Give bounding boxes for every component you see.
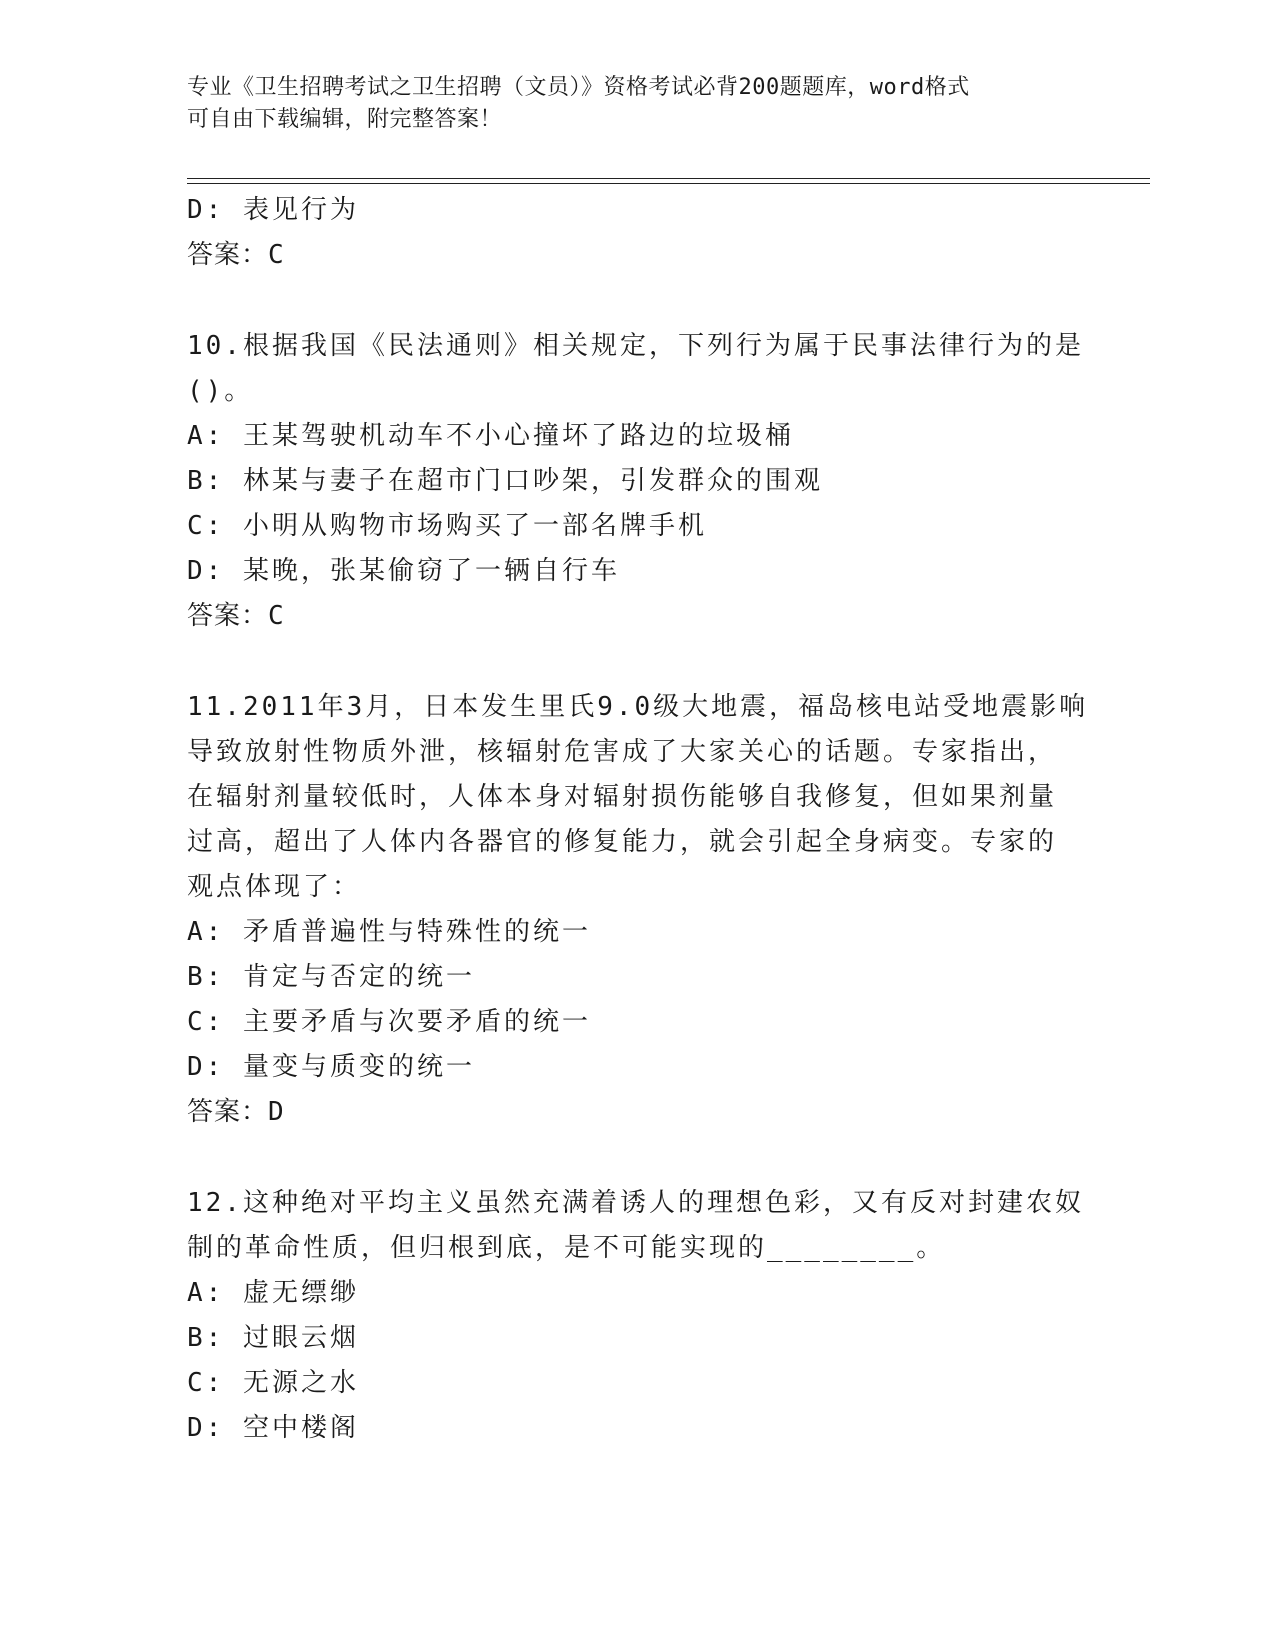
q11-answer: 答案：D xyxy=(187,1097,285,1127)
q12-option-a: A: 虚无缥缈 xyxy=(187,1278,359,1308)
q11-stem-line-3: 在辐射剂量较低时，人体本身对辐射损伤能够自我修复，但如果剂量 xyxy=(187,782,1058,812)
document-header xyxy=(187,72,1067,136)
header-rule-bottom xyxy=(187,183,1150,184)
q9-answer: 答案：C xyxy=(187,240,285,270)
question-content xyxy=(187,188,1087,1451)
q10-option-b: B: 林某与妻子在超市门口吵架，引发群众的围观 xyxy=(187,466,823,496)
q11-stem-line-4: 过高，超出了人体内各器官的修复能力，就会引起全身病变。专家的 xyxy=(187,827,1058,857)
header-rule-top xyxy=(187,178,1150,179)
spacer xyxy=(187,639,1087,685)
q12-option-c: C: 无源之水 xyxy=(187,1368,359,1398)
q11-stem-line-5: 观点体现了： xyxy=(187,872,362,902)
q10-option-c: C: 小明从购物市场购买了一部名牌手机 xyxy=(187,511,707,541)
question-12 xyxy=(187,1181,1087,1451)
q12-stem-line-1: 12.这种绝对平均主义虽然充满着诱人的理想色彩，又有反对封建农奴 xyxy=(187,1188,1084,1218)
q10-answer: 答案：C xyxy=(187,601,285,631)
question-9-tail xyxy=(187,188,1087,278)
q10-stem-line-2: ()。 xyxy=(187,376,254,406)
q11-option-c: C: 主要矛盾与次要矛盾的统一 xyxy=(187,1007,591,1037)
q11-option-d: D: 量变与质变的统一 xyxy=(187,1052,475,1082)
q11-option-a: A: 矛盾普遍性与特殊性的统一 xyxy=(187,917,591,947)
q12-stem-line-2: 制的革命性质，但归根到底，是不可能实现的________。 xyxy=(187,1233,946,1263)
header-line-2: 可自由下载编辑，附完整答案！ xyxy=(187,107,503,132)
q11-stem-line-1: 11.2011年3月，日本发生里氏9.0级大地震，福岛核电站受地震影响 xyxy=(187,692,1089,722)
q9-option-d: D: 表见行为 xyxy=(187,195,359,225)
q10-option-a: A: 王某驾驶机动车不小心撞坏了路边的垃圾桶 xyxy=(187,421,794,451)
spacer xyxy=(187,1135,1087,1181)
question-10 xyxy=(187,324,1087,639)
q12-option-b: B: 过眼云烟 xyxy=(187,1323,359,1353)
q10-option-d: D: 某晚，张某偷窃了一辆自行车 xyxy=(187,556,620,586)
header-line-1: 专业《卫生招聘考试之卫生招聘（文员）》资格考试必背200题题库，word格式 xyxy=(187,75,970,100)
spacer xyxy=(187,278,1087,324)
q12-option-d: D: 空中楼阁 xyxy=(187,1413,359,1443)
q10-stem-line-1: 10.根据我国《民法通则》相关规定，下列行为属于民事法律行为的是 xyxy=(187,331,1084,361)
question-11 xyxy=(187,685,1087,1135)
q11-option-b: B: 肯定与否定的统一 xyxy=(187,962,475,992)
q11-stem-line-2: 导致放射性物质外泄，核辐射危害成了大家关心的话题。专家指出， xyxy=(187,737,1058,767)
